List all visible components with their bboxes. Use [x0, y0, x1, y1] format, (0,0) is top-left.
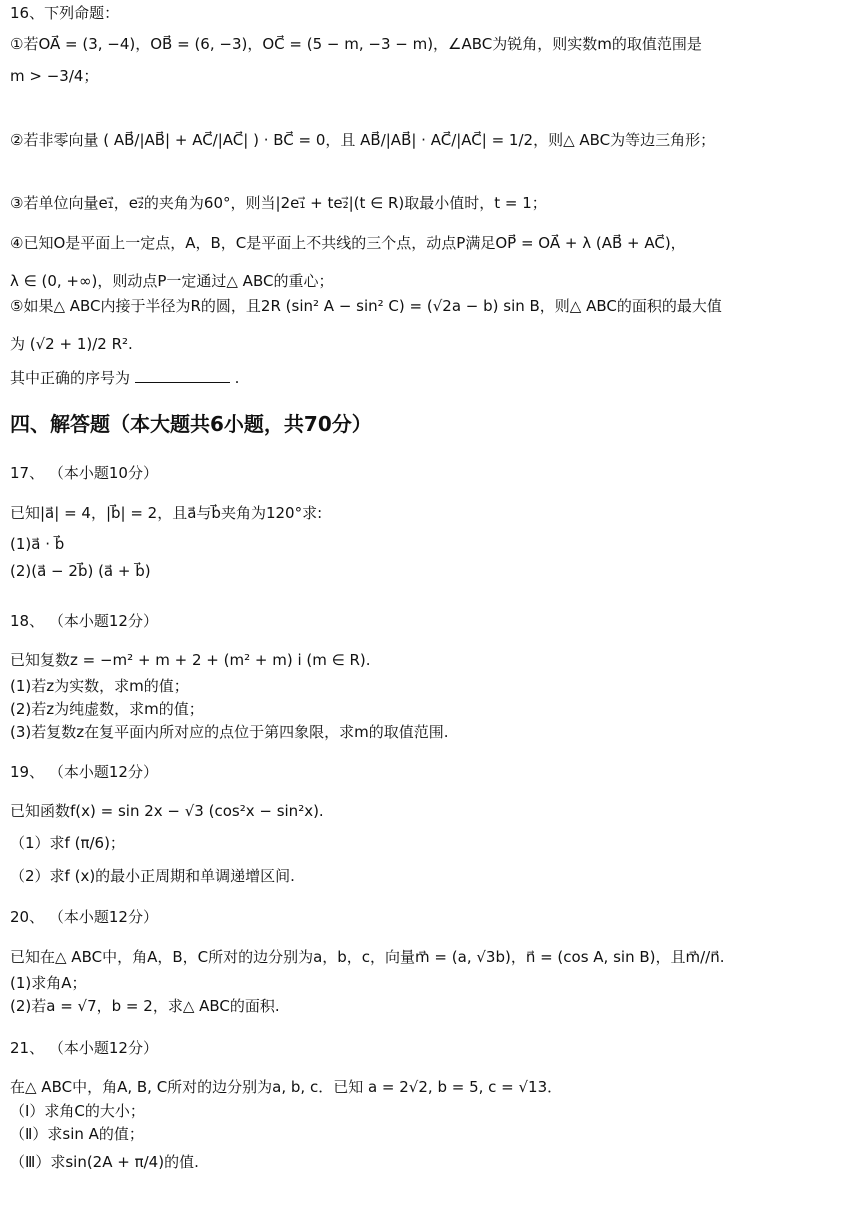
- q21-stem: 在△ ABC中，角A, B, C所对的边分别为a, b, c．已知 a = 2√2, b = 5, c = √13．: [10, 1078, 563, 1096]
- q16-question: 其中正确的序号为 .: [10, 369, 240, 387]
- q17-stem: 已知|a⃗| = 4，|b⃗| = 2，且a⃗与b⃗夹角为120°求:: [10, 504, 323, 522]
- q18-sub-1: (1)若z为实数，求m的值；: [10, 677, 189, 695]
- q20-sub-2: (2)若a = √7，b = 2，求△ ABC的面积.: [10, 997, 280, 1015]
- q16-title: 16、下列命题：: [10, 4, 120, 22]
- q19-sub-2: （2）求f (x)的最小正周期和单调递增区间.: [10, 867, 295, 885]
- q19-stem: 已知函数f(x) = sin 2x − √3 (cos²x − sin²x).: [10, 802, 324, 820]
- q16-proposition-2: ②若非零向量 ( AB⃗/|AB⃗| + AC⃗/|AC⃗| ) · BC⃗ = 0，且 AB⃗/|AB⃗| · AC⃗/|AC⃗| = 1/2，则△ ABC为等边三角形；: [10, 131, 716, 149]
- q16-proposition-4-cont: λ ∈ (0, +∞)，则动点P一定通过△ ABC的重心；: [10, 272, 334, 290]
- answer-blank: [135, 368, 230, 383]
- q21-header: 21、 （本小题12分）: [10, 1039, 158, 1057]
- q16-proposition-1-cont: m > −3/4；: [10, 67, 99, 85]
- q16-proposition-5: ⑤如果△ ABC内接于半径为R的圆，且2R (sin² A − sin² C) = (√2a − b) sin B，则△ ABC的面积的最大值: [10, 297, 722, 315]
- q18-sub-2: (2)若z为纯虚数，求m的值；: [10, 700, 204, 718]
- q20-header: 20、 （本小题12分）: [10, 908, 158, 926]
- q20-stem: 已知在△ ABC中，角A，B，C所对的边分别为a，b，c，向量m⃗ = (a, √3b)，n⃗ = (cos A, sin B)，且m⃗//n⃗.: [10, 948, 725, 966]
- q16-proposition-5-cont: 为 (√2 + 1)/2 R².: [10, 335, 133, 353]
- section-heading: 四、解答题（本大题共6小题，共70分）: [10, 412, 372, 436]
- q21-sub-3: （Ⅲ）求sin(2A + π/4)的值.: [10, 1153, 199, 1171]
- q20-sub-1: (1)求角A；: [10, 974, 87, 992]
- q16-proposition-1: ①若OA⃗ = (3, −4)，OB⃗ = (6, −3)，OC⃗ = (5 − m, −3 − m)，∠ABC为锐角，则实数m的取值范围是: [10, 35, 702, 53]
- q19-sub-1: （1）求f (π/6)；: [10, 834, 125, 852]
- q17-sub-2: (2)(a⃗ − 2b⃗) (a⃗ + b⃗): [10, 562, 151, 580]
- q21-sub-1: （Ⅰ）求角C的大小；: [10, 1102, 145, 1120]
- q16-question-text: 其中正确的序号为: [10, 369, 131, 387]
- q18-header: 18、 （本小题12分）: [10, 612, 158, 630]
- q19-header: 19、 （本小题12分）: [10, 763, 158, 781]
- q17-sub-1: (1)a⃗ · b⃗: [10, 535, 65, 553]
- q18-stem: 已知复数z = −m² + m + 2 + (m² + m) i (m ∈ R).: [10, 651, 371, 669]
- q18-sub-3: (3)若复数z在复平面内所对应的点位于第四象限，求m的取值范围.: [10, 723, 449, 741]
- q17-header: 17、 （本小题10分）: [10, 464, 158, 482]
- q16-proposition-4: ④已知O是平面上一定点，A，B，C是平面上不共线的三个点，动点P满足OP⃗ = OA⃗ + λ (AB⃗ + AC⃗)，: [10, 234, 686, 252]
- q16-proposition-3: ③若单位向量e₁⃗，e₂⃗的夹角为60°，则当|2e₁⃗ + te₂⃗|(t ∈ R)取最小值时，t = 1；: [10, 194, 547, 212]
- q21-sub-2: （Ⅱ）求sin A的值；: [10, 1125, 144, 1143]
